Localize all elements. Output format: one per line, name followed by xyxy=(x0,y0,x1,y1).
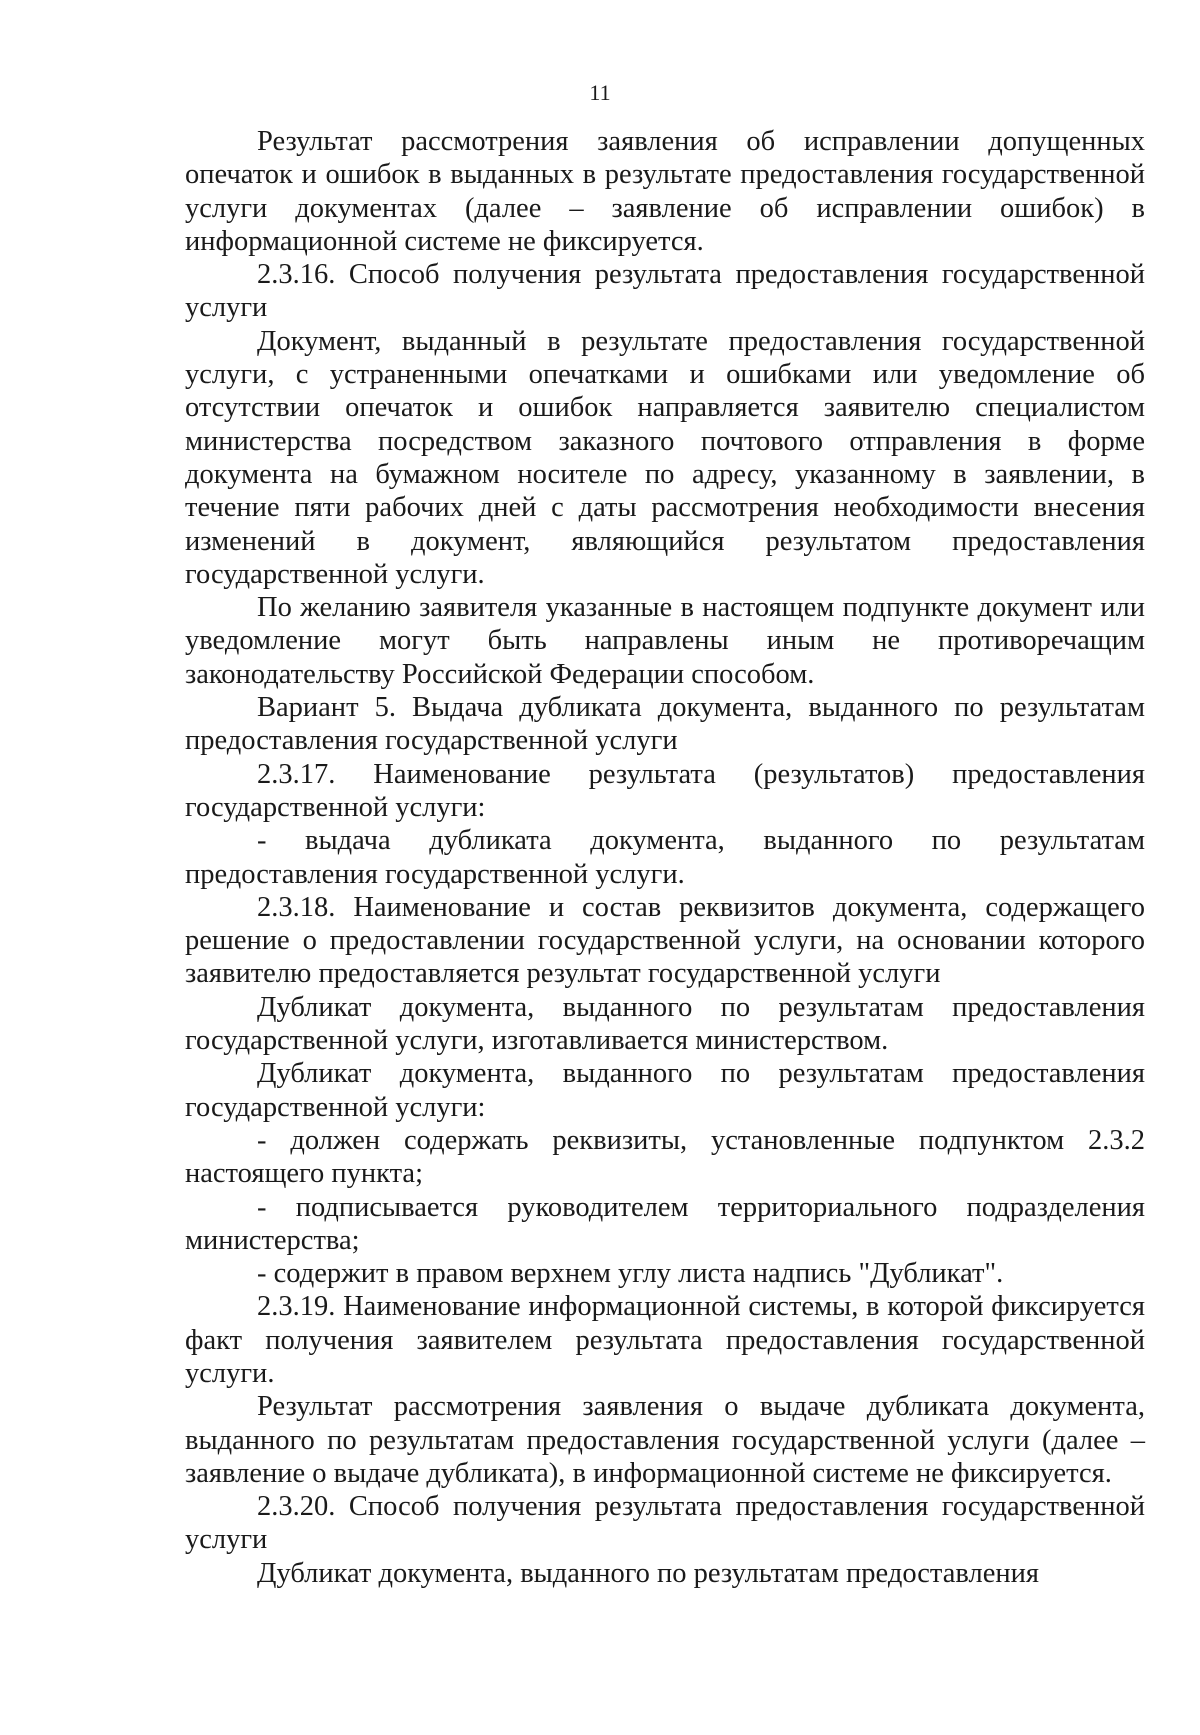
paragraph-other-delivery-method: По желанию заявителя указанные в настоящем подпункте документ или уведомление могут быть направлены иным не противоречащим законодательству Российской Федерации способом. xyxy=(185,592,1145,690)
page-number: 11 xyxy=(589,80,611,105)
heading-2-3-17: 2.3.17. Наименование результата (результатов) предоставления государственной услуги: xyxy=(185,758,1145,823)
list-item-duplicate-inscription: - содержит в правом верхнем углу листа надпись "Дубликат". xyxy=(257,1258,1004,1290)
heading-2-3-20: 2.3.20. Способ получения результата предоставления государственной услуги xyxy=(185,1491,1145,1556)
paragraph-corrected-document-delivery: Документ, выданный в результате предоставления государственной услуги, с устраненными опечатками и ошибками или уведомление об отсутствии опечаток и ошибок направляется заявителю специалистом министерства посредством заказного почтового отправления в форме документа на бумажном носителе по адресу, указанному в заявлении, в течение пяти рабочих дней с даты рассмотрения необходимости внесения изменений в документ, являющийся результатом предоставления государственной услуги. xyxy=(185,325,1145,590)
paragraph-result-error-fix-not-recorded: Результат рассмотрения заявления об исправлении допущенных опечаток и ошибок в выданных в результате предоставления государственной услуги документах (далее – заявление об исправлении ошибок) в информационной системе не фиксируется. xyxy=(185,126,1145,257)
paragraph-duplicate-requirements: Дубликат документа, выданного по результатам предоставления государственной услуги: xyxy=(185,1058,1145,1123)
heading-variant-5: Вариант 5. Выдача дубликата документа, выданного по результатам предоставления государственной услуги xyxy=(185,692,1145,757)
heading-2-3-18: 2.3.18. Наименование и состав реквизитов документа, содержащего решение о предоставлении государственной услуги, на основании которого заявителю предоставляется результат государственной услуги xyxy=(185,891,1145,990)
list-item-contains-details: - должен содержать реквизиты, установленные подпунктом 2.3.2 настоящего пункта; xyxy=(185,1124,1145,1190)
heading-2-3-19: 2.3.19. Наименование информационной системы, в которой фиксируется факт получения заявителем результата предоставления государственной услуги. xyxy=(185,1291,1145,1389)
paragraph-duplicate-partial: Дубликат документа, выданного по результатам предоставления xyxy=(257,1557,1039,1589)
heading-2-3-16: 2.3.16. Способ получения результата предоставления государственной услуги xyxy=(185,259,1145,324)
paragraph-duplicate-made-by-ministry: Дубликат документа, выданного по результатам предоставления государственной услуги, изготавливается министерством. xyxy=(185,991,1145,1057)
list-item-duplicate-issue: - выдача дубликата документа, выданного по результатам предоставления государственной услуги. xyxy=(185,825,1145,890)
document-body xyxy=(185,125,1145,1590)
list-item-signed-by-head: - подписывается руководителем территориального подразделения министерства; xyxy=(185,1191,1145,1256)
paragraph-duplicate-not-recorded: Результат рассмотрения заявления о выдаче дубликата документа, выданного по результатам предоставления государственной услуги (далее – заявление о выдаче дубликата), в информационной системе не фиксируется. xyxy=(185,1391,1145,1489)
